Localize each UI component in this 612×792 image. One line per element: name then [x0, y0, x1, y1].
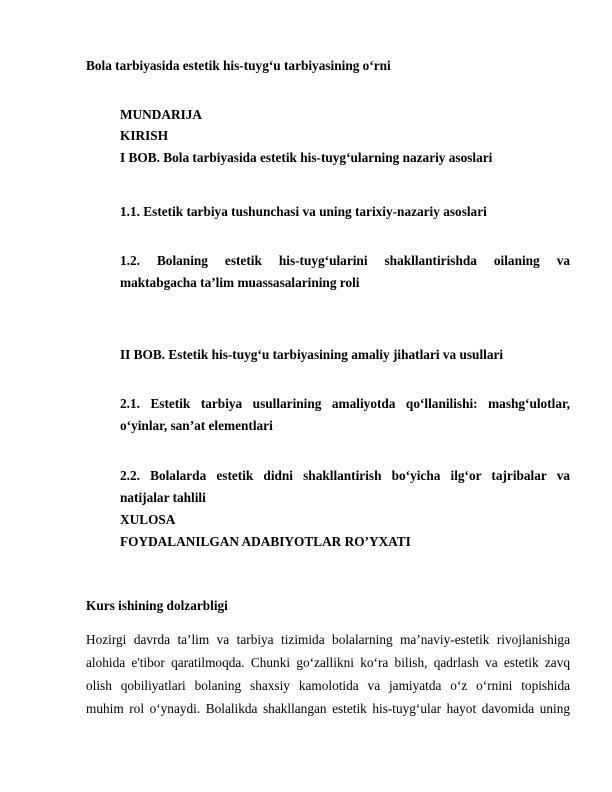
relevance-paragraph-line: muhim rol o‘ynaydi. Bolalikda shakllangan estetik his-tuyg‘ular hayot davomida uning: [86, 701, 570, 716]
toc-item-section-1-2-line-2: maktabgacha ta’lim muassasalarining roli: [120, 275, 360, 290]
toc-item-chapter-2: II BOB. Estetik his-tuyg‘u tarbiyasining amaliy jihatlari va usullari: [120, 347, 504, 362]
toc-item-chapter-1: I BOB. Bola tarbiyasida estetik his-tuyg‘ularning nazariy asoslari: [120, 150, 493, 165]
document-title: Bola tarbiyasida estetik his-tuyg‘u tarbiyasining o‘rni: [86, 58, 391, 73]
relevance-paragraph-line: olish qobiliyatlari bolaning shaxsiy kamolotida va jamiyatda o‘z o‘rnini topishida: [86, 678, 570, 693]
toc-item-section-2-1-line-1: 2.1. Estetik tarbiya usullarining amaliyotda qo‘llanilishi: mashg‘ulotlar,: [120, 396, 570, 411]
toc-item-section-2-2-line-1: 2.2. Bolalarda estetik didni shakllantirish bo‘yicha ilg‘or tajribalar va: [120, 468, 570, 483]
toc-item-section-2-1-line-2: o‘yinlar, san’at elementlari: [120, 418, 273, 433]
toc-item-conclusion: XULOSA: [120, 512, 176, 527]
relevance-paragraph-line: alohida e'tibor qaratilmoqda. Chunki go‘zallikni ko‘ra bilish, qadrlash va estetik zavq: [86, 655, 570, 670]
toc-item-section-2-2-line-2: natijalar tahlili: [120, 490, 206, 505]
toc-item-section-1-2-line-1: 1.2. Bolaning estetik his-tuyg‘ularini shakllantirishda oilaning va: [120, 253, 570, 268]
relevance-heading: Kurs ishining dolzarbligi: [86, 598, 228, 613]
toc-heading: MUNDARIJA: [120, 107, 202, 122]
toc-item-section-1-1: 1.1. Estetik tarbiya tushunchasi va uning tarixiy-nazariy asoslari: [120, 204, 487, 219]
relevance-paragraph-line: Hozirgi davrda ta’lim va tarbiya tizimida bolalarning ma’naviy-estetik rivojlanishiga: [86, 632, 570, 647]
toc-item-intro: KIRISH: [120, 128, 169, 143]
toc-item-references: FOYDALANILGAN ADABIYOTLAR RO’YXATI: [120, 534, 411, 549]
